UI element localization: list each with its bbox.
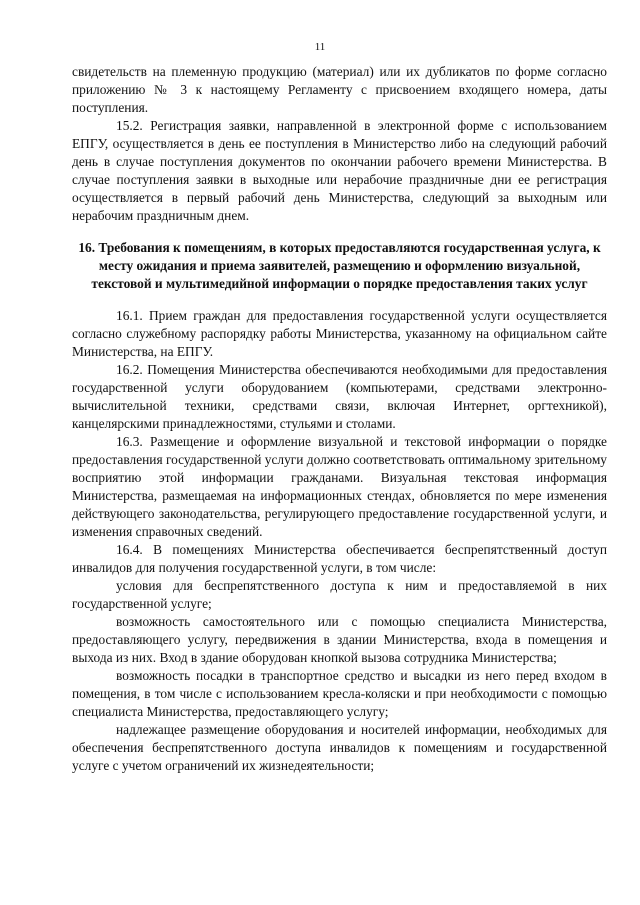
section-heading: 16. Требования к помещениям, в которых предоставляются государственная услуга, к месту ожидания и приема заявителей, размещению и оформлению визуальной, текстовой и мультимедийной информации о порядке предоставления таких услуг bbox=[78, 240, 601, 291]
document-body bbox=[72, 63, 607, 775]
list-item: возможность самостоятельного или с помощью специалиста Министерства, предоставляющего услугу, передвижения в здании Министерства, входа в помещения и выхода из них. Вход в здание оборудован кнопкой вызова сотрудника Министерства; bbox=[72, 614, 607, 665]
paragraph-16-1: 16.1. Прием граждан для предоставления государственной услуги осуществляется согласно служебному распорядку работы Министерства, указанному на официальном сайте Министерства, на ЕПГУ. bbox=[72, 308, 607, 359]
list-item: надлежащее размещение оборудования и носителей информации, необходимых для обеспечения беспрепятственного доступа инвалидов к помещениям и государственной услуге с учетом ограничений их жизнедеятельности; bbox=[72, 722, 607, 773]
paragraph-continuation: свидетельств на племенную продукцию (материал) или их дубликатов по форме согласно приложению № 3 к настоящему Регламенту с присвоением входящего номера, даты поступления. bbox=[72, 64, 607, 115]
paragraph-15-2: 15.2. Регистрация заявки, направленной в электронной форме с использованием ЕПГУ, осуществляется в день ее поступления в Министерство либо на следующий рабочий день в случае поступления документов по окончании рабочего времени Министерства. В случае поступления заявки в выходные или нерабочие праздничные дни ее регистрация осуществляется в первый рабочий день Министерства, следующий за выходным или нерабочим праздничным днем. bbox=[72, 118, 607, 223]
paragraph-16-4: 16.4. В помещениях Министерства обеспечивается беспрепятственный доступ инвалидов для получения государственной услуги, в том числе: bbox=[72, 542, 607, 575]
list-item: условия для беспрепятственного доступа к ним и предоставляемой в них государственной услуге; bbox=[72, 578, 607, 611]
paragraph-16-2: 16.2. Помещения Министерства обеспечиваются необходимыми для предоставления государственной услуги оборудованием (компьютерами, средствами электронно-вычислительной техники, средствами связи, включая Интернет, оргтехникой), канцелярскими принадлежностями, стульями и столами. bbox=[72, 362, 607, 431]
page-number: 11 bbox=[314, 41, 326, 53]
paragraph-16-3: 16.3. Размещение и оформление визуальной и текстовой информации о порядке предоставления государственной услуги должно соответствовать оптимальному зрительному восприятию этой информации гражданами. Визуальная текстовая информация Министерства, размещаемая на информационных стендах, обновляется по мере изменения действующего законодательства, регулирующего предоставление государственной услуги, и изменения справочных сведений. bbox=[72, 434, 607, 539]
list-item: возможность посадки в транспортное средство и высадки из него перед входом в помещения, в том числе с использованием кресла-коляски и при необходимости с помощью специалиста Министерства, предоставляющего услугу; bbox=[72, 668, 607, 719]
